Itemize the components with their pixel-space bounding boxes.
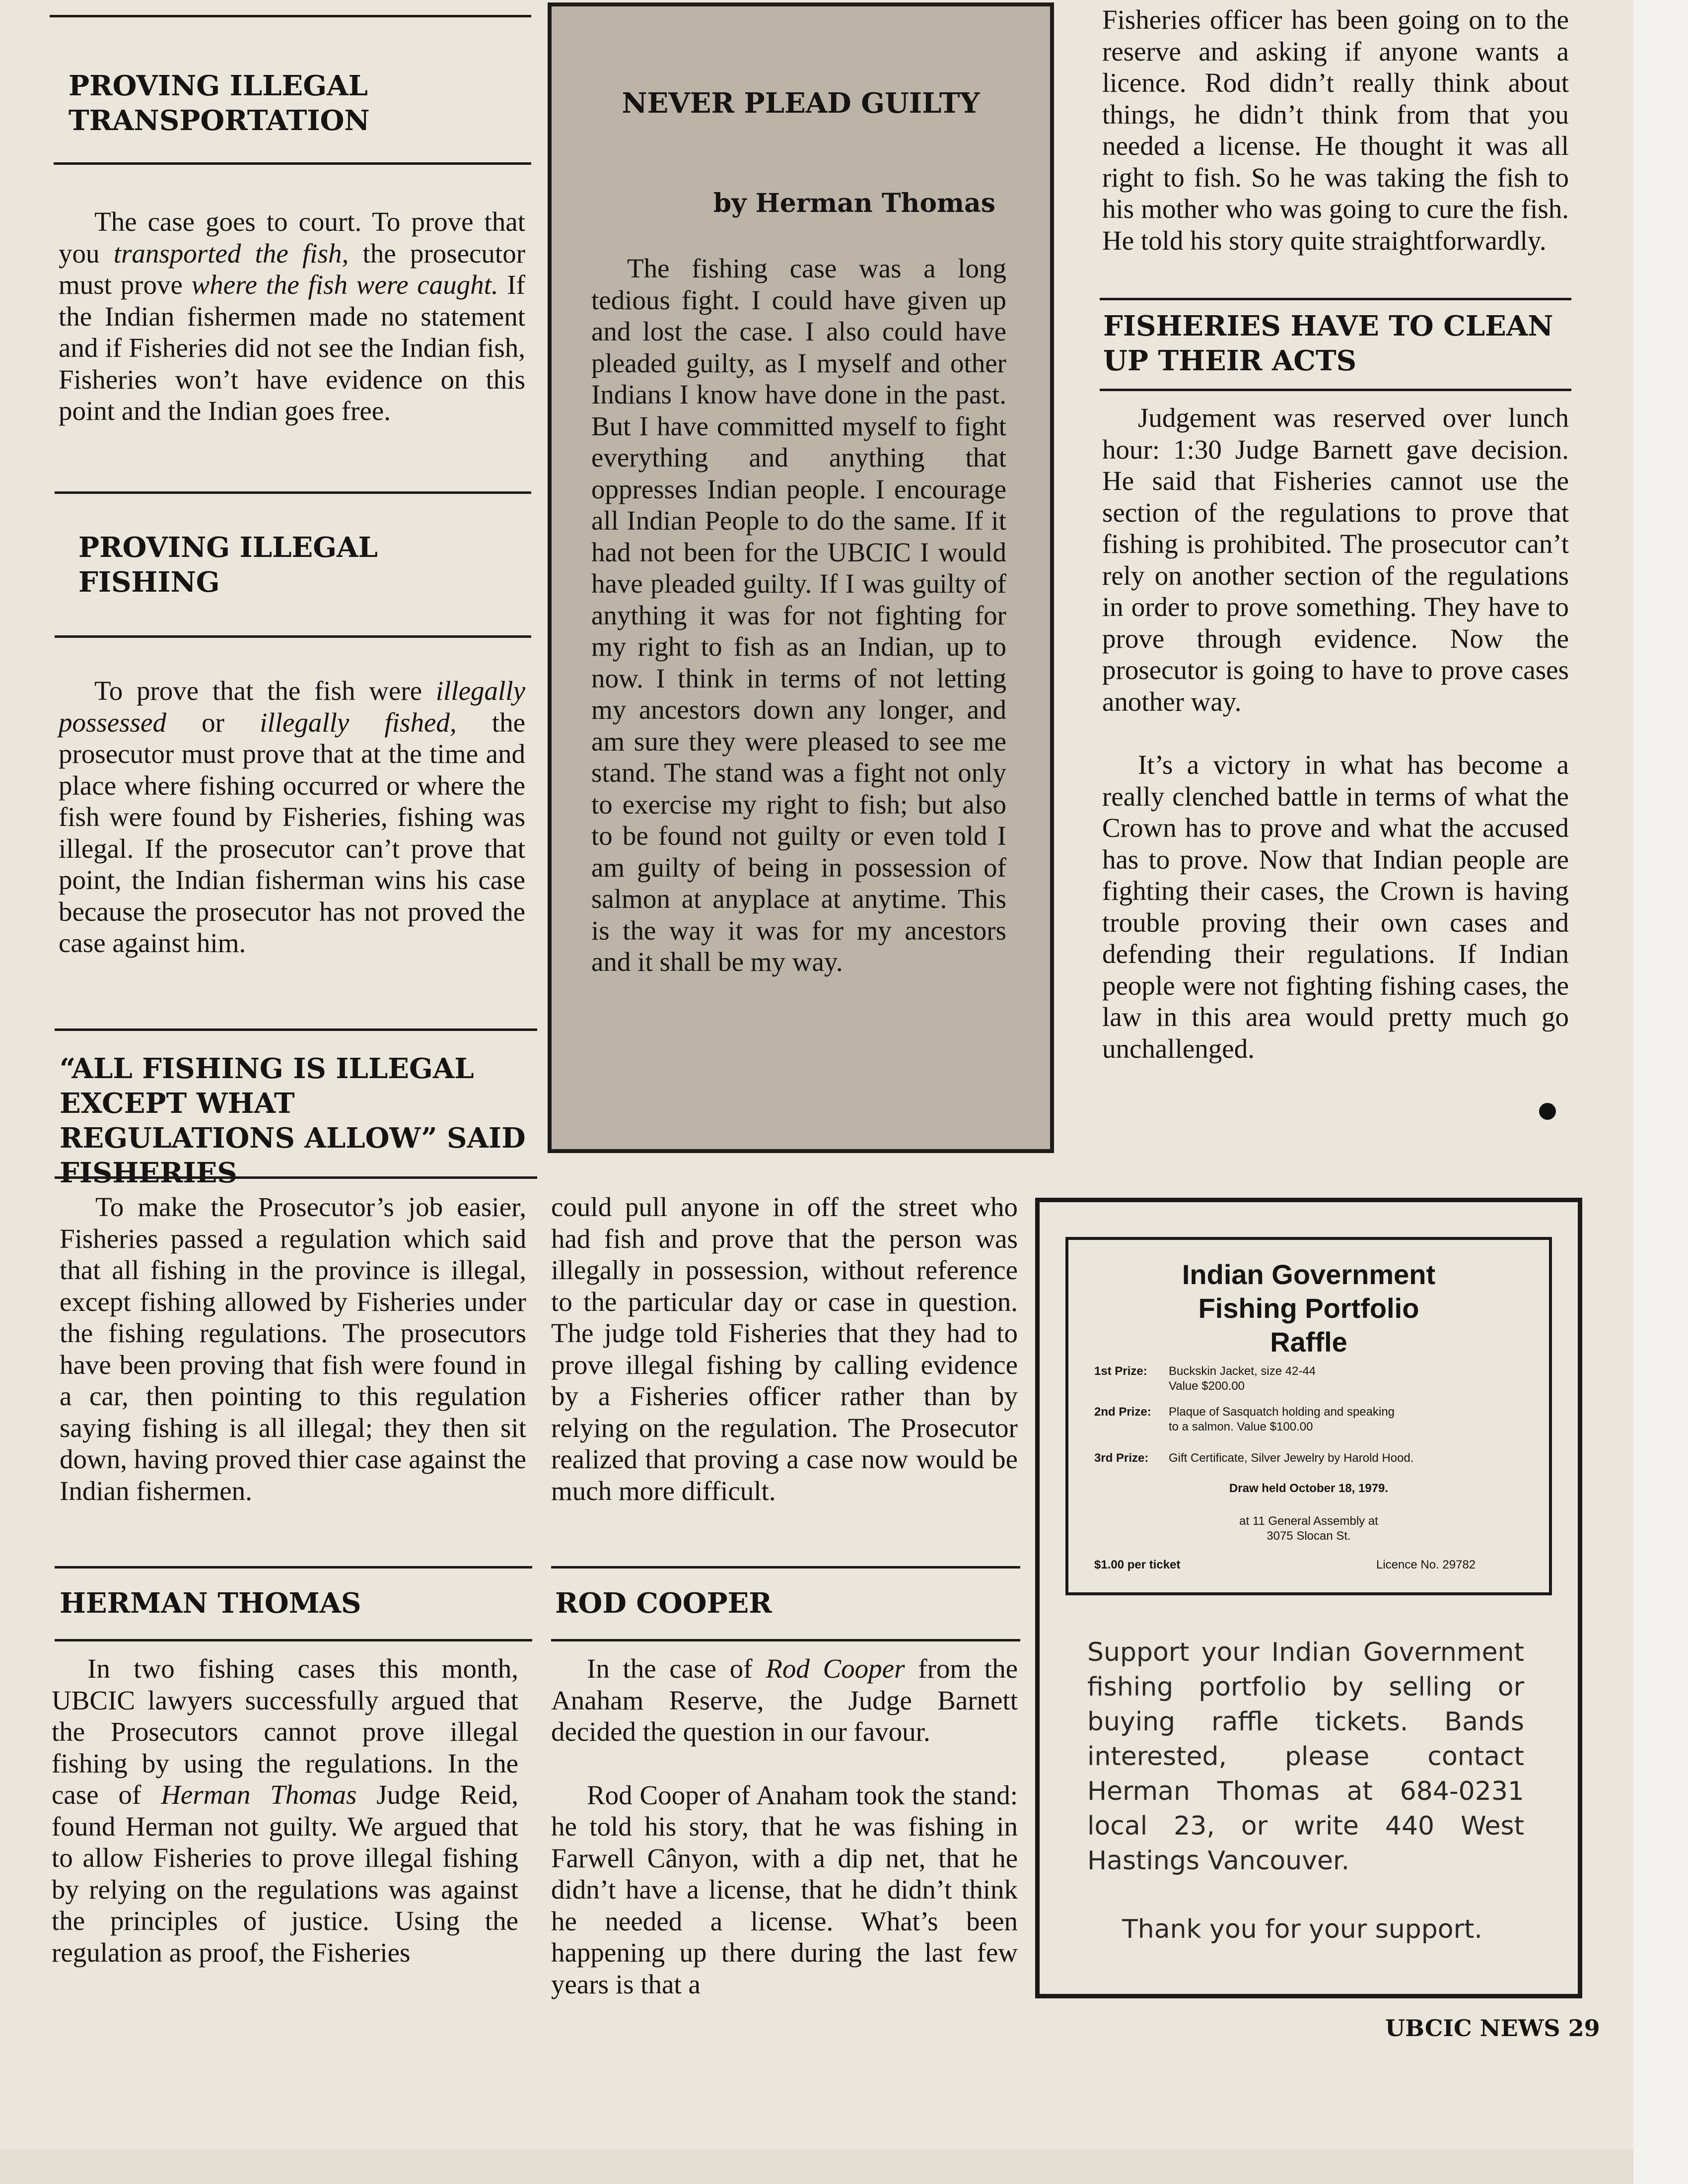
- section-rule: [551, 1639, 1020, 1641]
- raffle-title-line: Raffle: [1270, 1326, 1347, 1358]
- draw-date: Draw held October 18, 1979.: [1229, 1482, 1389, 1495]
- paragraph: The fishing case was a long tedious fight. I could have given up and lost the case. I also could have pleaded guilty, as I myself and other Indians I know have done in the past. But I have committed myself to fight everything and anything that oppresses Indian people. I encourage all Indian People to do the same. If it had not been for the UBCIC I would have pleaded guilty. If I was guilty of anything it was for not fighting for my right to fish as an Indian, up to now. I think in terms of not letting my ancestors down any longer, and am sure they were pleased to see me stand. The stand was a fight not only to exercise my right to fish; but also to be found not guilty or even told I am guilty of being in possession of salmon at anyplace at anytime. This is the way it was for my ancestors and it shall be my way.: [591, 253, 1006, 977]
- section-rule: [55, 1028, 537, 1031]
- page-margin: [1633, 0, 1688, 2184]
- venue: [1068, 1514, 1549, 1544]
- page-bottom-margin: [0, 2149, 1633, 2184]
- section-rule: [551, 1566, 1020, 1569]
- paragraph: could pull anyone in off the street who had fish and prove that the person was illegally in possession, without reference to the particular day or case in question. The judge told Fisheries that they had to prove illegal fishing by calling evidence by a Fisheries officer rather than by relying on the regulation. The Prosecutor realized that proving a case now would be much more difficult.: [551, 1192, 1018, 1506]
- article-clean-up-acts: [1102, 402, 1569, 1064]
- section-rule: [55, 1566, 532, 1569]
- column-rule: [50, 15, 531, 17]
- raffle-ticket: [1065, 1237, 1552, 1595]
- section-rule: [55, 1639, 532, 1641]
- article-rod-cooper: [551, 1653, 1018, 2000]
- licence-number: Licence No. 29782: [1376, 1558, 1476, 1571]
- raffle-title-line: Fishing Portfolio: [1198, 1293, 1419, 1324]
- section-rule: [1100, 389, 1571, 391]
- paragraph: To prove that the fish were illegally possessed or illegally fished, the prosecutor must prove that at the time and place where fishing occurred or where the fish were found by Fisheries, fishing was illegal. If the prosecutor can’t prove that point, the Indian fisherman wins his case because the prosecutor has not proved the case against him.: [59, 676, 525, 958]
- article-illegal-fishing: [59, 675, 525, 959]
- heading-illegal-fishing: PROVING ILLEGAL FISHING: [78, 531, 378, 599]
- prize-text: Gift Certificate, Silver Jewelry by Harold Hood.: [1169, 1451, 1414, 1465]
- prize-text: [1169, 1405, 1526, 1434]
- prize-line: Plaque of Sasquatch holding and speaking: [1169, 1405, 1395, 1419]
- section-rule: [55, 1176, 537, 1179]
- raffle-title: [1068, 1258, 1549, 1359]
- article-herman-thomas: [52, 1653, 518, 1968]
- sidebar-never-plead-guilty: [548, 2, 1054, 1153]
- heading-clean-up-acts: FISHERIES HAVE TO CLEAN UP THEIR ACTS: [1103, 310, 1553, 377]
- ticket-price: $1.00 per ticket: [1094, 1558, 1181, 1571]
- heading-herman-thomas: HERMAN THOMAS: [60, 1587, 361, 1620]
- paragraph: In two fishing cases this month, UBCIC lawyers successfully argued that the Prosecutors cannot prove illegal fishing by using the regulations. In the case of Herman Thomas Judge Reid, found Herman not guilty. We argued that to allow Fisheries to prove illegal fishing by relying on the regulations was against the principles of justice. Using the regulation as proof, the Fisheries: [52, 1653, 518, 1968]
- support-text: Support your Indian Government fishing portfolio by selling or buying raffle tickets. Bands interested, please contact Herman Thomas at 684-0231 local 23, or write 440 West Hastings Vancouver.: [1087, 1638, 1524, 1876]
- section-rule: [54, 162, 531, 165]
- prize-label: 1st Prize:: [1094, 1365, 1147, 1378]
- paragraph: Rod Cooper of Anaham took the stand: he told his story, that he was fishing in Farwell Cânyon, with a dip net, that he didn’t have a license, that he didn’t think he needed a license. What’s been happening up there during the last few years is that a: [551, 1779, 1018, 1999]
- article-continuation: [551, 1191, 1018, 1506]
- paragraph: It’s a victory in what has become a really clenched battle in terms of what the Crown has to prove and what the accused has to prove. Now that Indian people are fighting their cases, the Crown is having trouble proving their own cases and defending their regulations. If Indian people were not fighting fishing cases, the law in this area would pretty much go unchallenged.: [1102, 750, 1569, 1064]
- paragraph: Fisheries officer has been going on to the reserve and asking if anyone wants a licence. Rod didn’t really think about things, he didn’t think from that you needed a license. He thought it was all right to fish. So he was taking the fish to his mother who was going to cure the fish. He told his story quite straightforwardly.: [1102, 4, 1569, 256]
- article-continuation: [1102, 4, 1569, 256]
- prize-line: Buckskin Jacket, size 42-44: [1169, 1365, 1316, 1378]
- sidebar-heading: NEVER PLEAD GUILTY: [622, 87, 980, 120]
- section-rule: [1100, 298, 1571, 300]
- section-rule: [55, 491, 531, 494]
- sidebar-byline: by Herman Thomas: [713, 188, 995, 218]
- paragraph: In the case of Rod Cooper from the Anaham Reserve, the Judge Barnett decided the question in our favour.: [551, 1653, 1018, 1747]
- paragraph: To make the Prosecutor’s job easier, Fisheries passed a regulation which said that all fishing in the province is illegal, except fishing allowed by Fisheries under the fishing regulations. The prosecutors have been proving that fish were found in a car, then pointing to this regulation saying fishing is all illegal; they then sit down, having proved thier case against the Indian fishermen.: [60, 1192, 526, 1506]
- prize-text: [1169, 1364, 1526, 1394]
- sidebar-body: [591, 253, 1006, 978]
- venue-line: at 11 General Assembly at: [1239, 1514, 1378, 1528]
- prize-label: 3rd Prize:: [1094, 1451, 1149, 1465]
- prize-line: Value $200.00: [1169, 1379, 1245, 1393]
- end-mark-icon: [1539, 1103, 1556, 1120]
- prize-line: to a salmon. Value $100.00: [1169, 1420, 1313, 1433]
- thanks-text: Thank you for your support.: [1122, 1914, 1482, 1944]
- heading-illegal-transportation: PROVING ILLEGAL TRANSPORTATION: [69, 69, 370, 137]
- raffle-title-line: Indian Government: [1182, 1259, 1436, 1290]
- heading-all-fishing-illegal: “ALL FISHING IS ILLEGAL EXCEPT WHAT REGULATIONS ALLOW” SAID FISHERIES: [60, 1052, 526, 1189]
- article-illegal-transportation: [59, 206, 525, 427]
- venue-line: 3075 Slocan St.: [1266, 1529, 1351, 1543]
- paragraph: Judgement was reserved over lunch hour: 1:30 Judge Barnett gave decision. He said that Fisheries cannot use the section of the regulations to prove that fishing is prohibited. The prosecutor can’t rely on another section of the regulations in order to prove something. They have to prove through evidence. Now the prosecutor is going to have to prove cases another way.: [1102, 403, 1569, 717]
- prize-label: 2nd Prize:: [1094, 1405, 1151, 1419]
- page-footer: UBCIC NEWS 29: [1385, 2015, 1600, 2042]
- section-rule: [55, 635, 531, 638]
- heading-rod-cooper: ROD COOPER: [555, 1587, 772, 1620]
- paragraph: The case goes to court. To prove that you transported the fish, the prosecutor must prove where the fish were caught. If the Indian fishermen made no statement and if Fisheries did not see the Indian fish, Fisheries won’t have evidence on this point and the Indian goes free.: [59, 206, 526, 426]
- article-all-fishing-illegal: [60, 1191, 526, 1506]
